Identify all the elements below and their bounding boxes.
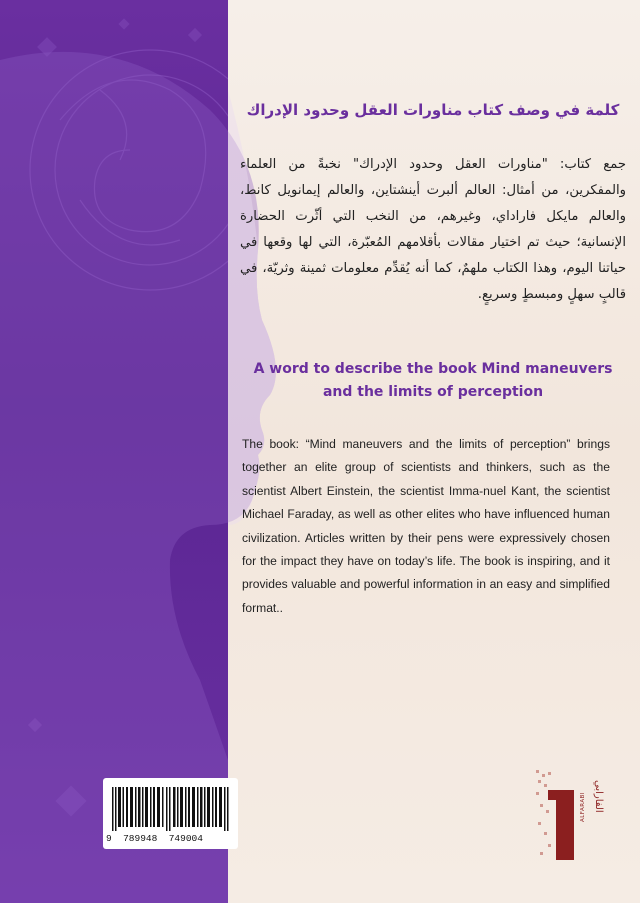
- publisher-name-arabic: الفارابي: [593, 780, 604, 813]
- isbn-barcode: [103, 778, 238, 849]
- arabic-title: كلمة في وصف كتاب مناورات العقل وحدود الإدراك: [246, 101, 620, 119]
- english-title-line-1: A word to describe the book Mind maneuvers: [253, 361, 613, 377]
- decorative-pattern: [0, 0, 228, 903]
- arabic-description: جمع كتاب: "مناورات العقل وحدود الإدراك" نخبةً من العلماء والمفكرين، من أمثال: العالم ألبرت أينشتاين، والعالم إيمانويل كانط، والعالم مايكل فاراداي، وغيرهم، من النخب التي أثّرت الحضارة الإنسانية؛ حيث تم اختيار مقالات بأقلامهم المُعبّرة، التي لها وقعها في حياتنا اليوم، وهذا الكتاب ملهمٌ، كما أنه يُقدِّم معلومات ثمينة وثريّة، في قالبٍ سهلٍ ومبسطٍ وسريعٍ.: [240, 157, 626, 302]
- publisher-name-english: ALFARABI: [580, 792, 586, 823]
- english-description: The book: “Mind maneuvers and the limits of perception” brings together an elite group of scientists and thinkers, such as the scientist Albert Einstein, the scientist Imma-nuel Kant, the scientist Michael Faraday, as well as other elites who have influenced human civilization. Articles written by their pens were expressively chosen for the impact they have on today’s life. The book is inspiring, and it provides valuable and powerful information in an easy and simplified format..: [242, 437, 610, 615]
- isbn-digits: 9 789948 749004: [106, 833, 203, 844]
- purple-side-panel: [0, 0, 228, 903]
- barcode-bars: [112, 787, 230, 831]
- english-title-line-2: and the limits of perception: [322, 384, 544, 400]
- english-title: [240, 358, 626, 404]
